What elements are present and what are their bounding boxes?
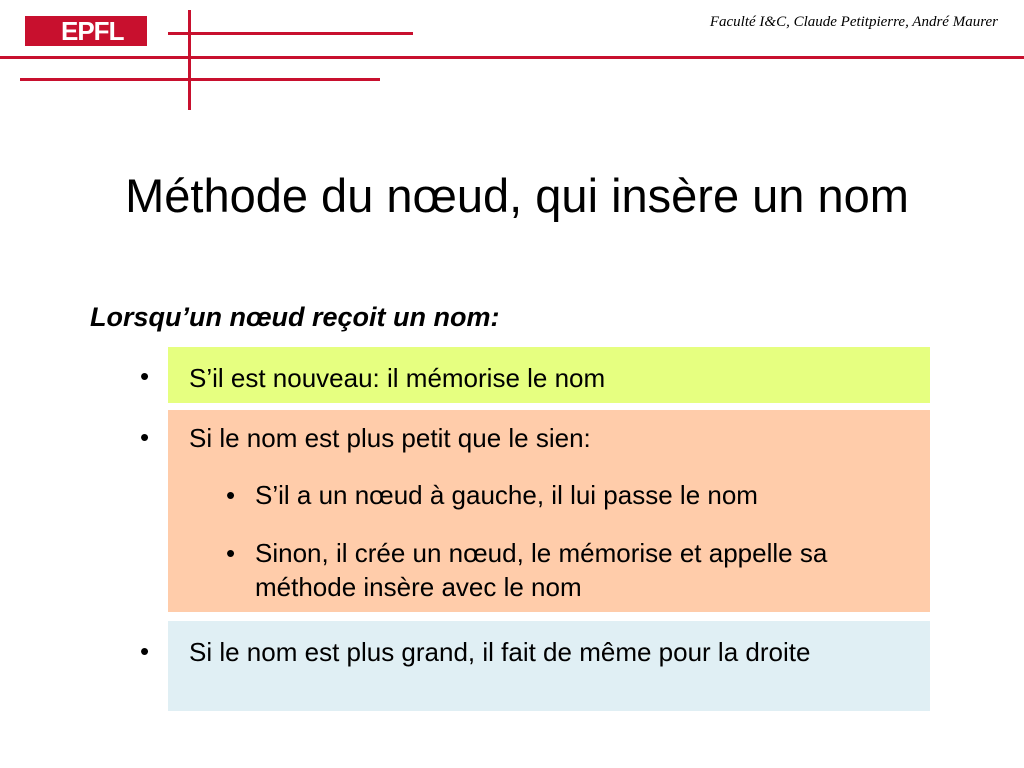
sub-item-1: S’il a un nœud à gauche, il lui passe le nom	[255, 480, 758, 510]
bullet-1: •	[140, 361, 150, 391]
sub-item-2: Sinon, il crée un nœud, le mémorise et appelle sa méthode insère avec le nom	[255, 538, 828, 602]
list-item-2: Si le nom est plus petit que le sien:	[189, 423, 591, 453]
list-item-1: S’il est nouveau: il mémorise le nom	[189, 363, 606, 393]
logo-bar	[25, 16, 57, 46]
decor-line-full	[0, 56, 1024, 59]
decor-vertical-line	[188, 10, 191, 110]
sub-bullet-1: •	[226, 480, 236, 510]
slide-intro: Lorsqu’un nœud reçoit un nom:	[90, 302, 500, 332]
decor-line-top	[168, 32, 413, 35]
decor-line-bottom	[20, 78, 380, 81]
bullet-2: •	[140, 422, 150, 452]
slide-title: Méthode du nœud, qui insère un nom	[125, 169, 909, 222]
sub-bullet-2: •	[226, 538, 236, 568]
logo-text: EPFL	[57, 16, 147, 46]
bullet-3: •	[140, 636, 150, 666]
list-item-3: Si le nom est plus grand, il fait de même pour la droite	[189, 637, 811, 667]
header-credit: Faculté I&C, Claude Petitpierre, André Maurer	[709, 14, 998, 30]
